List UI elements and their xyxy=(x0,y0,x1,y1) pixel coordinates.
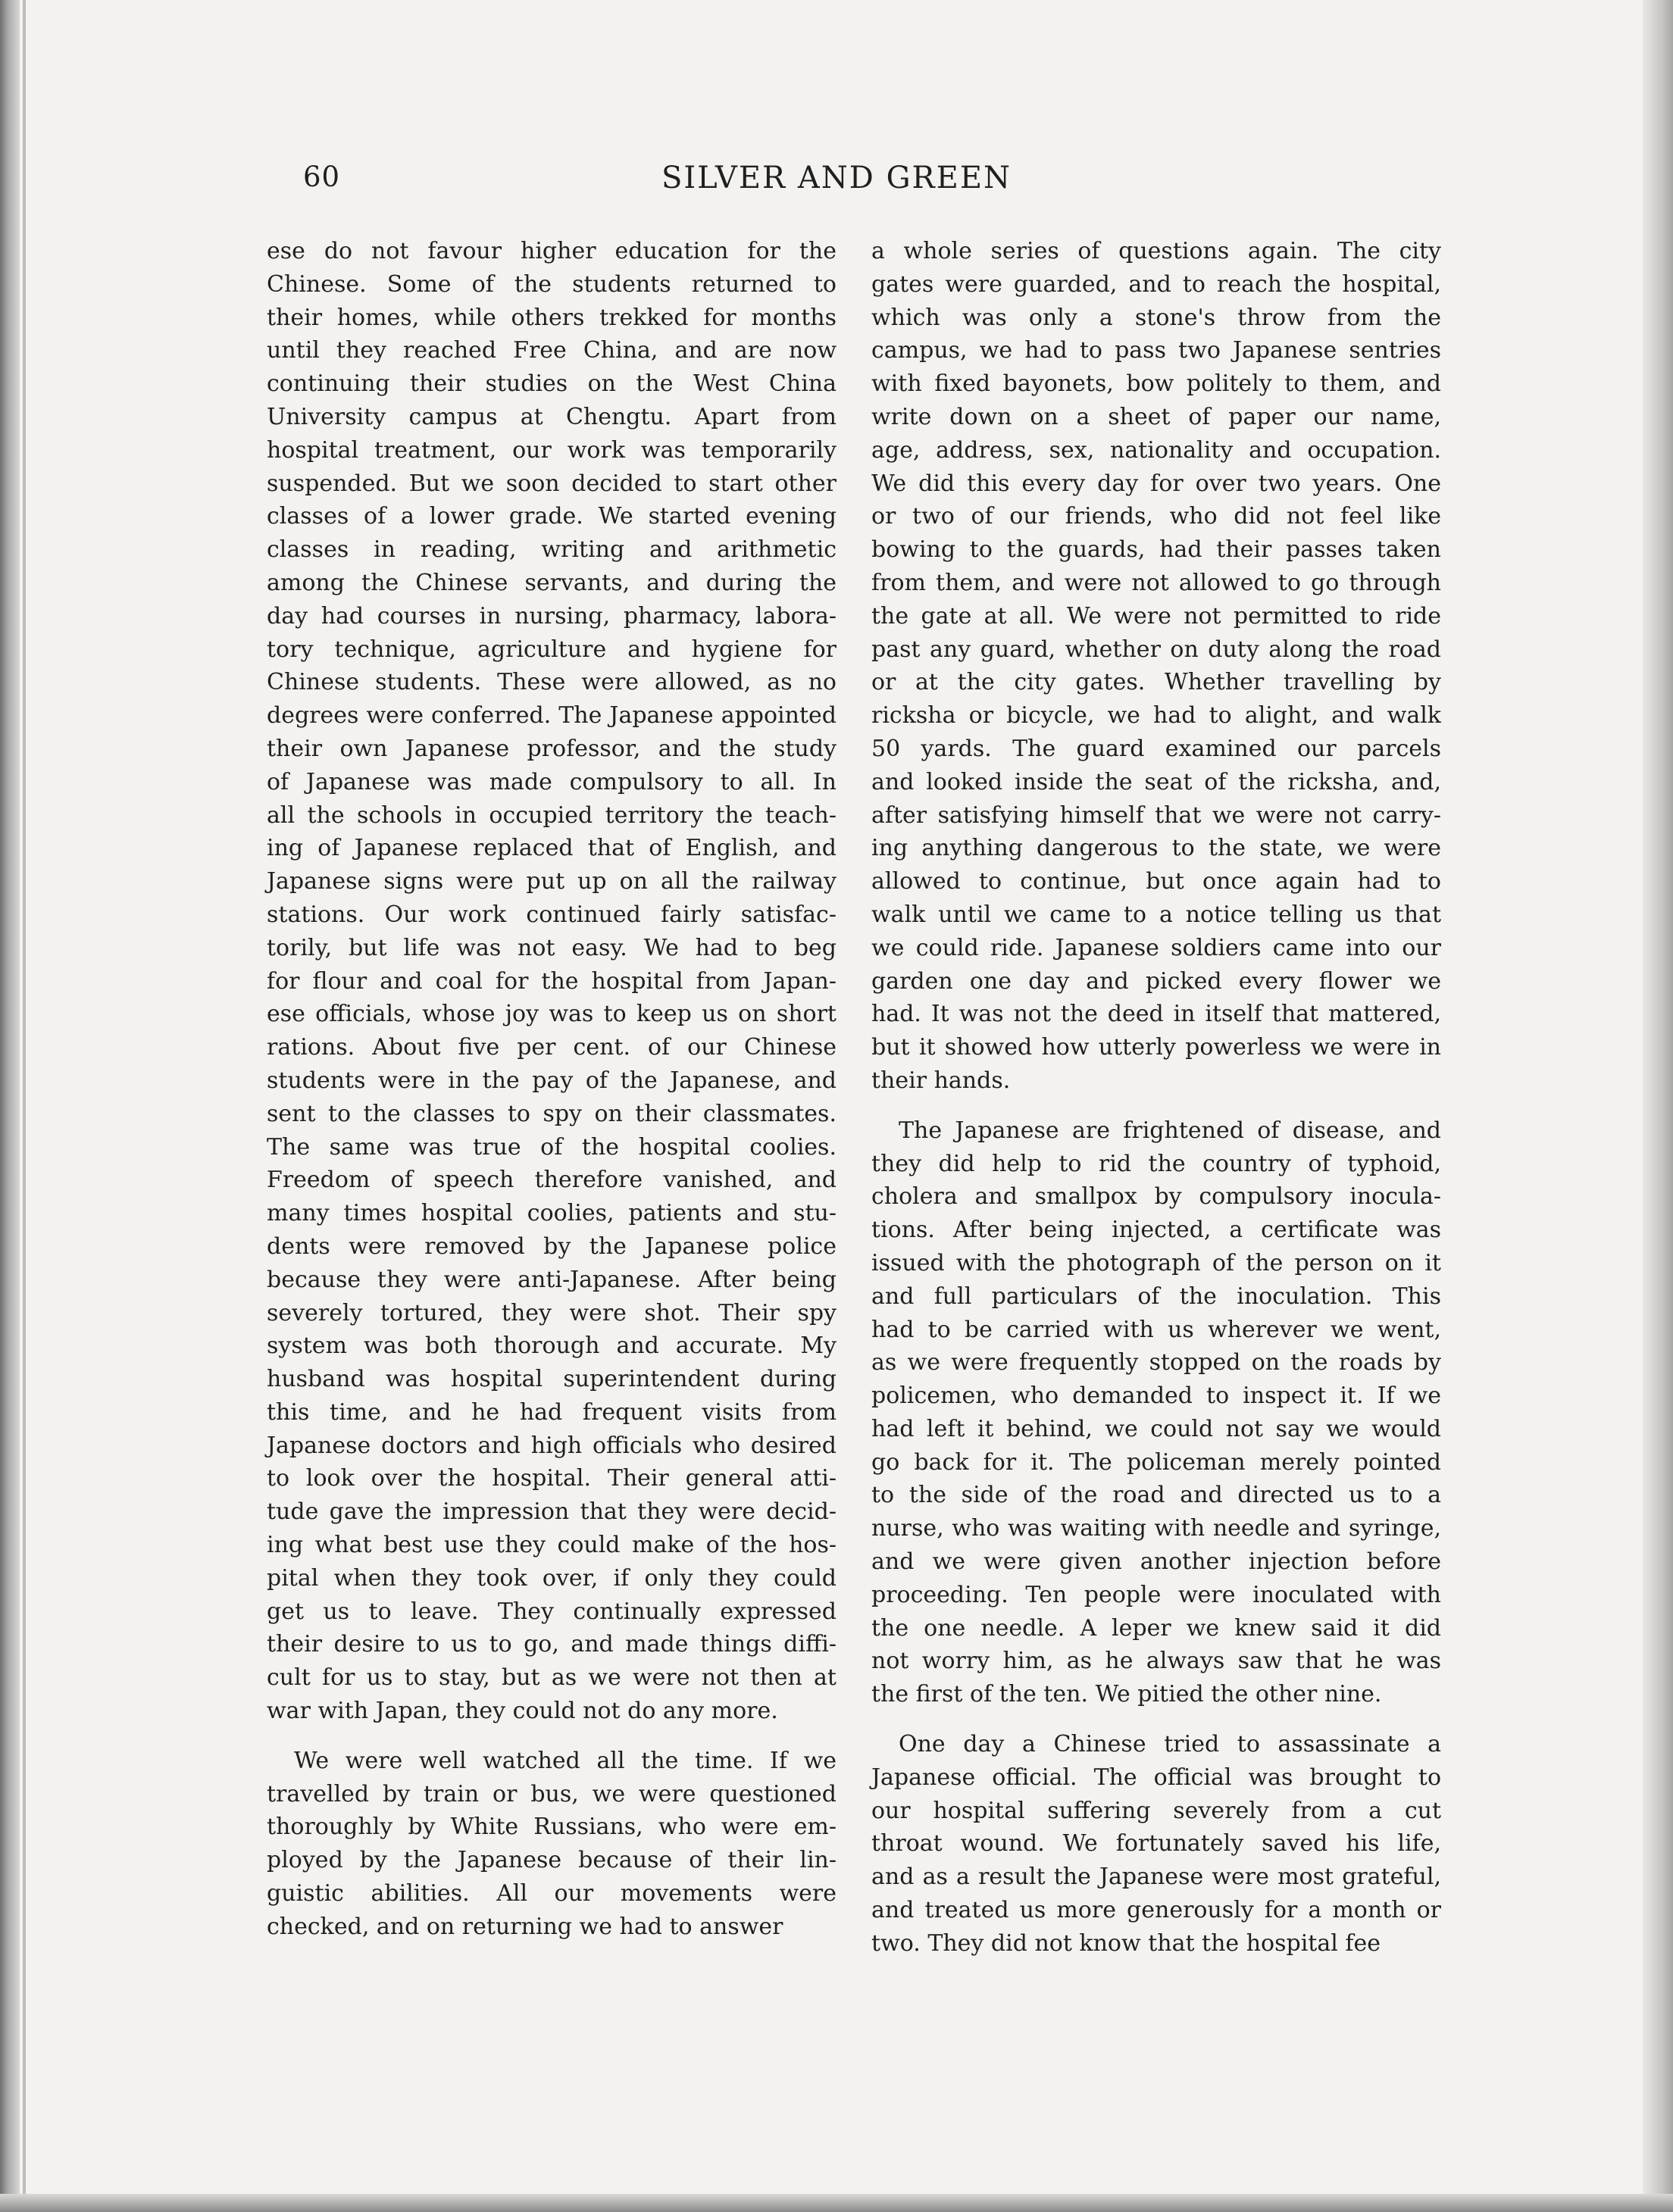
paragraph xyxy=(871,1728,1441,1960)
text-line: ing anything dangerous to the state, we were xyxy=(871,835,1441,862)
text-line: but it showed how utterly powerless we were in xyxy=(871,1034,1441,1061)
text-line: among the Chinese servants, and during the xyxy=(267,569,836,596)
text-line: which was only a stone's throw from the xyxy=(871,304,1441,331)
text-line: The Japanese are frightened of disease, and xyxy=(899,1117,1441,1144)
text-line: war with Japan, they could not do any more. xyxy=(267,1698,778,1725)
text-line: torily, but life was not easy. We had to beg xyxy=(267,934,836,961)
paragraph-gap xyxy=(871,1711,1441,1728)
text-line: proceeding. Ten people were inoculated with xyxy=(871,1581,1441,1608)
text-line: all the schools in occupied territory the teach- xyxy=(267,801,836,829)
text-line: suspended. But we soon decided to start other xyxy=(267,470,836,497)
text-line: pital when they took over, if only they could xyxy=(267,1564,836,1592)
paragraph xyxy=(871,1114,1441,1711)
text-line: the gate at all. We were not permitted to ride xyxy=(871,602,1441,630)
text-line: ese officials, whose joy was to keep us on short xyxy=(267,1001,836,1028)
text-line: ing what best use they could make of the hos- xyxy=(267,1532,836,1559)
text-line: past any guard, whether on duty along the road xyxy=(871,636,1441,663)
text-line: rations. About five per cent. of our Chinese xyxy=(267,1034,836,1061)
text-line: with fixed bayonets, bow politely to them, and xyxy=(871,370,1441,398)
text-line: continuing their studies on the West China xyxy=(267,370,836,398)
text-line: go back for it. The policeman merely pointed xyxy=(871,1448,1441,1476)
paragraph-gap xyxy=(871,1098,1441,1114)
text-line: University campus at Chengtu. Apart from xyxy=(267,403,836,430)
text-line: tory technique, agriculture and hygiene for xyxy=(267,636,836,663)
text-line: We did this every day for over two years. One xyxy=(871,470,1441,497)
binding-line xyxy=(23,0,26,2212)
text-line: to the side of the road and directed us to a xyxy=(871,1482,1441,1509)
text-line: get us to leave. They continually expressed xyxy=(267,1598,836,1625)
text-line: bowing to the guards, had their passes taken xyxy=(871,536,1441,564)
text-line: as we were frequently stopped on the roads by xyxy=(871,1349,1441,1376)
text-line: ricksha or bicycle, we had to alight, and walk xyxy=(871,702,1441,730)
text-line: until they reached Free China, and are now xyxy=(267,337,836,364)
text-line: issued with the photograph of the person on it xyxy=(871,1249,1441,1276)
text-line: and treated us more generously for a month or xyxy=(871,1897,1441,1924)
text-line: to look over the hospital. Their general atti- xyxy=(267,1465,836,1492)
text-line: students were in the pay of the Japanese, and xyxy=(267,1067,836,1094)
paragraph xyxy=(871,235,1441,1098)
page-number: 60 xyxy=(303,161,341,193)
text-line: Chinese students. These were allowed, as no xyxy=(267,669,836,696)
text-line: their hands. xyxy=(871,1067,1011,1094)
right-column xyxy=(871,235,1441,1960)
text-line: or at the city gates. Whether travelling by xyxy=(871,669,1441,696)
text-line: ing of Japanese replaced that of English, and xyxy=(267,835,836,862)
text-line: and we were given another injection before xyxy=(871,1548,1441,1576)
text-line: Chinese. Some of the students returned to xyxy=(267,270,836,298)
text-line: Freedom of speech therefore vanished, and xyxy=(267,1167,836,1194)
text-line: day had courses in nursing, pharmacy, labora- xyxy=(267,602,836,630)
text-line: write down on a sheet of paper our name, xyxy=(871,403,1441,430)
text-line: 50 yards. The guard examined our parcels xyxy=(871,735,1441,762)
text-line: classes of a lower grade. We started evening xyxy=(267,503,836,530)
text-line: they did help to rid the country of typhoid, xyxy=(871,1150,1441,1177)
text-line: after satisfying himself that we were not carry- xyxy=(871,801,1441,829)
text-line: our hospital suffering severely from a cut xyxy=(871,1797,1441,1824)
text-line: travelled by train or bus, we were questioned xyxy=(267,1780,836,1807)
text-line: their desire to us to go, and made things diffi- xyxy=(267,1631,836,1658)
text-line: from them, and were not allowed to go through xyxy=(871,569,1441,596)
running-title: SILVER AND GREEN xyxy=(661,161,1012,195)
text-line: tude gave the impression that they were decid- xyxy=(267,1498,836,1526)
text-line: Japanese signs were put up on all the railway xyxy=(267,868,836,895)
text-line: Japanese official. The official was brought to xyxy=(871,1764,1441,1791)
text-line: and as a result the Japanese were most grateful, xyxy=(871,1864,1441,1891)
text-line: policemen, who demanded to inspect it. If we xyxy=(871,1382,1441,1410)
text-line: thoroughly by White Russians, who were em- xyxy=(267,1814,836,1841)
text-line: age, address, sex, nationality and occupation. xyxy=(871,436,1441,464)
text-line: One day a Chinese tried to assassinate a xyxy=(899,1731,1441,1758)
text-line: and looked inside the seat of the ricksha, and, xyxy=(871,768,1441,795)
paragraph-gap xyxy=(267,1728,836,1745)
text-line: nurse, who was waiting with needle and syringe, xyxy=(871,1515,1441,1542)
text-line: system was both thorough and accurate. My xyxy=(267,1333,836,1360)
text-line: ployed by the Japanese because of their lin- xyxy=(267,1847,836,1874)
text-line: husband was hospital superintendent during xyxy=(267,1366,836,1393)
text-line: had left it behind, we could not say we would xyxy=(871,1415,1441,1442)
text-line: checked, and on returning we had to answer xyxy=(267,1913,783,1940)
text-line: Japanese doctors and high officials who desired xyxy=(267,1432,836,1459)
text-line: the one needle. A leper we knew said it did xyxy=(871,1614,1441,1642)
text-line: ese do not favour higher education for the xyxy=(267,238,836,264)
text-line: hospital treatment, our work was temporarily xyxy=(267,436,836,464)
binding-shadow xyxy=(0,0,20,2212)
text-line: allowed to continue, but once again had to xyxy=(871,868,1441,895)
left-column xyxy=(267,235,836,1944)
text-line: this time, and he had frequent visits from xyxy=(267,1398,836,1426)
text-line: classes in reading, writing and arithmetic xyxy=(267,536,836,564)
text-line: of Japanese was made compulsory to all. In xyxy=(267,768,836,795)
text-line: We were well watched all the time. If we xyxy=(294,1747,836,1774)
text-line: degrees were conferred. The Japanese appointed xyxy=(267,702,836,730)
text-line: severely tortured, they were shot. Their spy xyxy=(267,1299,836,1326)
text-line: dents were removed by the Japanese police xyxy=(267,1233,836,1260)
text-line: cholera and smallpox by compulsory inocula- xyxy=(871,1183,1441,1211)
page-right-edge xyxy=(1643,0,1673,2212)
text-line: throat wound. We fortunately saved his life, xyxy=(871,1830,1441,1857)
text-line: cult for us to stay, but as we were not then at xyxy=(267,1664,836,1692)
text-line: guistic abilities. All our movements were xyxy=(267,1880,836,1907)
text-line: their homes, while others trekked for months xyxy=(267,304,836,331)
text-line: sent to the classes to spy on their classmates. xyxy=(267,1100,836,1127)
text-line: garden one day and picked every flower we xyxy=(871,967,1441,995)
text-line: for flour and coal for the hospital from Japan- xyxy=(267,967,836,995)
text-line: their own Japanese professor, and the study xyxy=(267,735,836,762)
text-line: and full particulars of the inoculation. This xyxy=(871,1283,1441,1310)
text-line: many times hospital coolies, patients and stu- xyxy=(267,1200,836,1227)
paragraph xyxy=(267,235,836,1728)
text-line: a whole series of questions again. The city xyxy=(871,238,1441,264)
text-line: because they were anti-Japanese. After being xyxy=(267,1266,836,1293)
page-bottom-edge xyxy=(0,2194,1673,2212)
paragraph xyxy=(267,1745,836,1944)
text-line: two. They did not know that the hospital fee xyxy=(871,1929,1381,1957)
text-line: had to be carried with us wherever we went, xyxy=(871,1316,1441,1343)
text-line: tions. After being injected, a certificate was xyxy=(871,1217,1441,1244)
text-line: walk until we came to a notice telling us that xyxy=(871,901,1441,928)
text-line: the first of the ten. We pitied the other nine. xyxy=(871,1681,1382,1708)
text-line: or two of our friends, who did not feel like xyxy=(871,503,1441,530)
text-line: stations. Our work continued fairly satisfac- xyxy=(267,901,836,928)
text-line: campus, we had to pass two Japanese sentries xyxy=(871,337,1441,364)
text-line: we could ride. Japanese soldiers came into our xyxy=(871,934,1441,961)
text-line: had. It was not the deed in itself that mattered, xyxy=(871,1001,1441,1028)
text-line: gates were guarded, and to reach the hospital, xyxy=(871,270,1441,298)
text-line: not worry him, as he always saw that he was xyxy=(871,1648,1441,1675)
text-line: The same was true of the hospital coolies. xyxy=(267,1133,836,1161)
